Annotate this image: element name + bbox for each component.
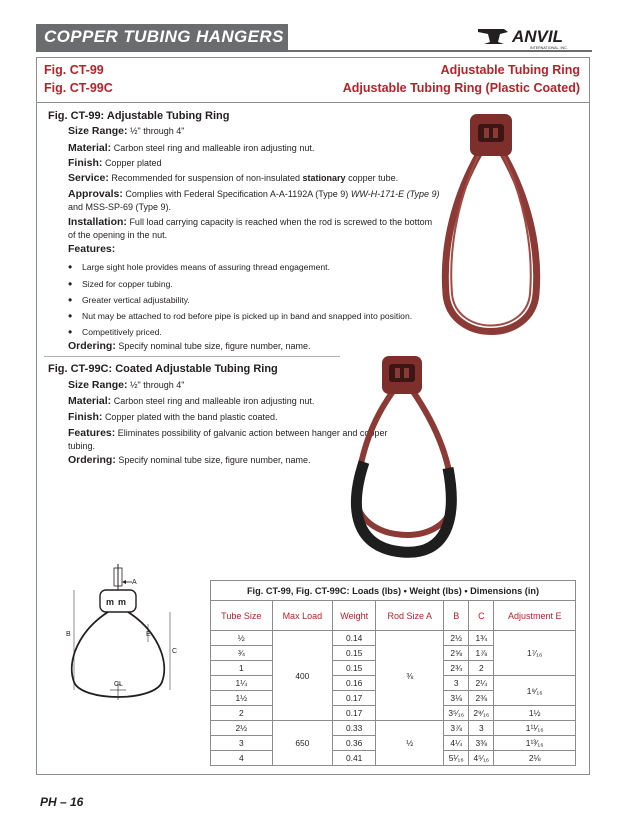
diagram-label-c: C <box>172 648 178 655</box>
ct99c-finish: Finish: Copper plated with the band plastic coated. <box>68 411 278 423</box>
table-row: 2 0.17 3⁵⁄₁₆ 2⁹⁄₁₆ 1½ <box>211 706 576 721</box>
fig-ct99c-label: Fig. CT-99C <box>44 81 113 95</box>
adjustment-cell: 1⁷⁄₁₆ <box>494 631 576 676</box>
ct99-feature-item: • Large sight hole provides means of assuring thread engagement. <box>82 262 330 272</box>
section-separator <box>44 356 340 357</box>
col-header-weight: Weight <box>333 601 376 631</box>
rod-cell: ⅜ <box>376 631 444 721</box>
table-row: 1½ 0.17 3⅛ 2⅜ <box>211 691 576 706</box>
dimension-diagram <box>60 560 190 710</box>
adjustment-cell: 1½ <box>494 706 576 721</box>
svg-text:m: m <box>118 597 127 607</box>
adjustment-cell: 1¹³⁄₁₆ <box>494 736 576 751</box>
col-header-c: C <box>469 601 494 631</box>
ct99-installation: Installation: Full load carrying capacity is reached when the rod is screwed to the bottom <box>68 216 433 228</box>
rod-cell: ½ <box>376 721 444 766</box>
table-row: 2½ 650 0.33 ½ 3⅞ 3 1¹¹⁄₁₆ <box>211 721 576 736</box>
table-row: 1 0.15 2¾ 2 <box>211 661 576 676</box>
col-header-tube-size: Tube Size <box>211 601 273 631</box>
ct99c-size-range: Size Range: ½" through 4" <box>68 379 185 391</box>
ct99-size-range: Size Range: ½" through 4" <box>68 125 185 137</box>
page-title: COPPER TUBING HANGERS <box>44 27 284 46</box>
ct99-material: Material: Carbon steel ring and malleable iron adjusting nut. <box>68 142 315 154</box>
col-header-adjustment: Adjustment E <box>494 601 576 631</box>
ct99-feature-item: • Sized for copper tubing. <box>82 279 173 289</box>
ct99c-features: Features: Eliminates possibility of galvanic action between hanger and copper <box>68 427 388 439</box>
logo-text: ANVIL <box>512 27 563 46</box>
diagram-label-b: B <box>66 631 71 638</box>
col-header-rod-size: Rod Size A <box>376 601 444 631</box>
loads-table <box>210 580 576 766</box>
fig-ct99-label: Fig. CT-99 <box>44 63 104 77</box>
page-number: PH – 16 <box>40 795 84 809</box>
col-header-max-load: Max Load <box>272 601 333 631</box>
diagram-label-cl: C̶L <box>114 681 123 688</box>
figure-separator <box>36 102 590 103</box>
ct99-approvals-cont: and MSS-SP-69 (Type 9). <box>68 202 172 212</box>
ct99-hanger-photo <box>436 104 546 364</box>
ct99-approvals: Approvals: Complies with Federal Specification A-A-1192A (Type 9) WW-H-171-E (Type 9) <box>68 188 440 200</box>
adjustment-cell: 2⅛ <box>494 751 576 766</box>
ct99-finish: Finish: Copper plated <box>68 157 162 169</box>
adjustment-cell: 1¹¹⁄₁₆ <box>494 721 576 736</box>
col-header-b: B <box>444 601 469 631</box>
table-row: 3 0.36 4¼ 3⅜ 1¹³⁄₁₆ <box>211 736 576 751</box>
fig-ct99c-name: Adjustable Tubing Ring (Plastic Coated) <box>342 81 580 95</box>
ct99-title: Fig. CT-99: Adjustable Tubing Ring <box>48 110 230 122</box>
diagram-label-a: A <box>132 579 137 586</box>
ct99c-hanger-photo <box>342 350 464 570</box>
adjustment-cell: 1⁹⁄₁₆ <box>494 676 576 706</box>
ct99c-material: Material: Carbon steel ring and malleable iron adjusting nut. <box>68 395 315 407</box>
ct99-feature-item: • Greater vertical adjustability. <box>82 295 190 305</box>
anvil-logo <box>474 20 592 52</box>
ct99c-title: Fig. CT-99C: Coated Adjustable Tubing Ring <box>48 363 278 375</box>
ct99-feature-item: • Competitively priced. <box>82 327 162 337</box>
table-row: ¾ 0.15 2⅝ 1⅞ <box>211 646 576 661</box>
ct99-features-label: Features: <box>68 243 116 255</box>
fig-ct99-name: Adjustable Tubing Ring <box>440 63 580 77</box>
table-row: ½ 400 0.14 ⅜ 2½ 1¾ 1⁷⁄₁₆ <box>211 631 576 646</box>
ct99-ordering: Ordering: Specify nominal tube size, figure number, name. <box>68 340 311 352</box>
ct99-feature-item: • Nut may be attached to rod before pipe is picked up in band and snapped into position. <box>82 311 412 321</box>
ct99-service: Service: Recommended for suspension of non-insulated stationary copper tube. <box>68 172 399 184</box>
table-caption: Fig. CT-99, Fig. CT-99C: Loads (lbs) • Weight (lbs) • Dimensions (in) <box>211 581 576 601</box>
ct99-installation-cont: of the opening in the nut. <box>68 230 168 240</box>
load-cell: 400 <box>272 631 333 721</box>
table-row: 1¼ 0.16 3 2¼ 1⁹⁄₁₆ <box>211 676 576 691</box>
load-cell: 650 <box>272 721 333 766</box>
table-row: 4 0.41 5¹⁄₁₆ 4⁵⁄₁₆ 2⅛ <box>211 751 576 766</box>
ct99c-ordering: Ordering: Specify nominal tube size, figure number, name. <box>68 454 311 466</box>
diagram-label-e: E <box>146 631 151 638</box>
svg-text:m: m <box>106 597 115 607</box>
logo-subtext: INTERNATIONAL, INC. <box>530 46 568 50</box>
ct99c-features-cont: tubing. <box>68 441 96 451</box>
